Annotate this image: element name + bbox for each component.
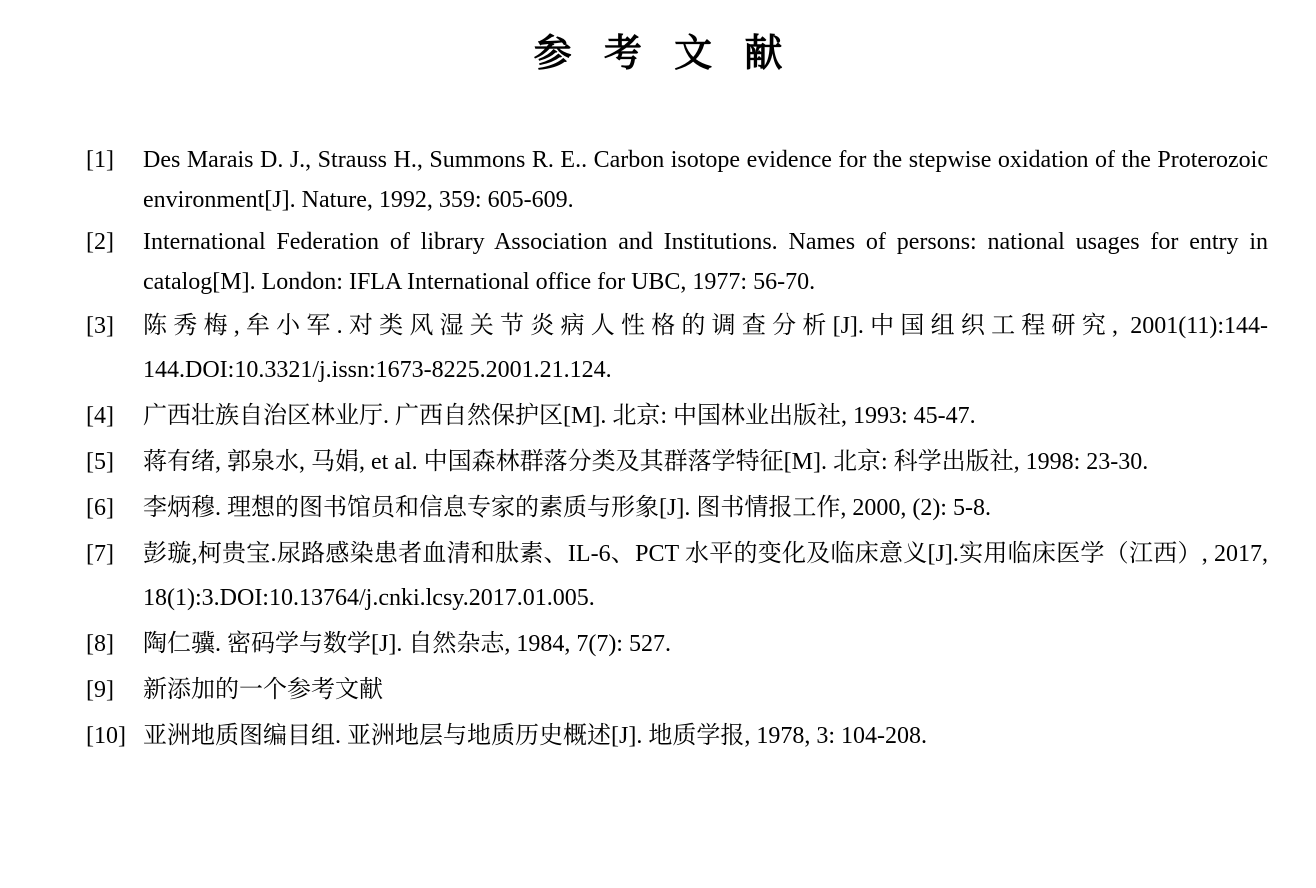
reference-item	[86, 622, 1268, 666]
reference-text: 彭璇,柯贵宝.尿路感染患者血清和肽素、IL-6、PCT 水平的变化及临床意义[J].实用临床医学（江西）, 2017, 18(1):3.DOI:10.13764/j.cnki.lcsy.2017.01.005.	[143, 541, 1268, 611]
reference-number: [7]	[86, 541, 114, 567]
reference-text: 新添加的一个参考文献	[143, 677, 383, 703]
reference-number: [10]	[86, 723, 126, 749]
reference-item	[86, 440, 1268, 484]
reference-number: [8]	[86, 631, 114, 657]
reference-item	[86, 222, 1268, 302]
reference-item	[86, 394, 1268, 438]
reference-number: [5]	[86, 449, 114, 475]
reference-number: [1]	[86, 147, 114, 173]
reference-number: [9]	[86, 677, 114, 703]
reference-number: [3]	[86, 313, 114, 339]
reference-text: 亚洲地质图编目组. 亚洲地层与地质历史概述[J]. 地质学报, 1978, 3: 104-208.	[143, 723, 927, 749]
page-title: 参 考 文 献	[533, 31, 792, 75]
reference-text: 蒋有绪, 郭泉水, 马娟, et al. 中国森林群落分类及其群落学特征[M]. 北京: 科学出版社, 1998: 23-30.	[143, 449, 1149, 475]
reference-item	[86, 486, 1268, 530]
reference-text: 李炳穆. 理想的图书馆员和信息专家的素质与形象[J]. 图书情报工作, 2000, (2): 5-8.	[143, 495, 991, 521]
reference-text: 陶仁骥. 密码学与数学[J]. 自然杂志, 1984, 7(7): 527.	[143, 631, 671, 657]
reference-item	[86, 532, 1268, 620]
reference-item	[86, 714, 1268, 758]
reference-text: International Federation of library Association and Institutions. Names of persons: national usages for entry in catalog[M]. London: IFLA International office for UBC, 1977: 56-70.	[143, 229, 1268, 295]
reference-text: Des Marais D. J., Strauss H., Summons R. E.. Carbon isotope evidence for the stepwise oxidation of the Proterozoic environment[J]. Nature, 1992, 359: 605-609.	[143, 147, 1268, 213]
reference-text: 广西壮族自治区林业厅. 广西自然保护区[M]. 北京: 中国林业出版社, 1993: 45-47.	[143, 403, 976, 429]
reference-list	[86, 140, 1268, 760]
reference-number: [4]	[86, 403, 114, 429]
reference-text: 陈秀梅,牟小军.对类风湿关节炎病人性格的调查分析[J].中国组织工程研究, 2001(11):144-144.DOI:10.3321/j.issn:1673-8225.2001.21.124.	[143, 313, 1268, 383]
reference-number: [6]	[86, 495, 114, 521]
reference-number: [2]	[86, 229, 114, 255]
reference-item	[86, 304, 1268, 392]
reference-item	[86, 140, 1268, 220]
reference-item	[86, 668, 1268, 712]
